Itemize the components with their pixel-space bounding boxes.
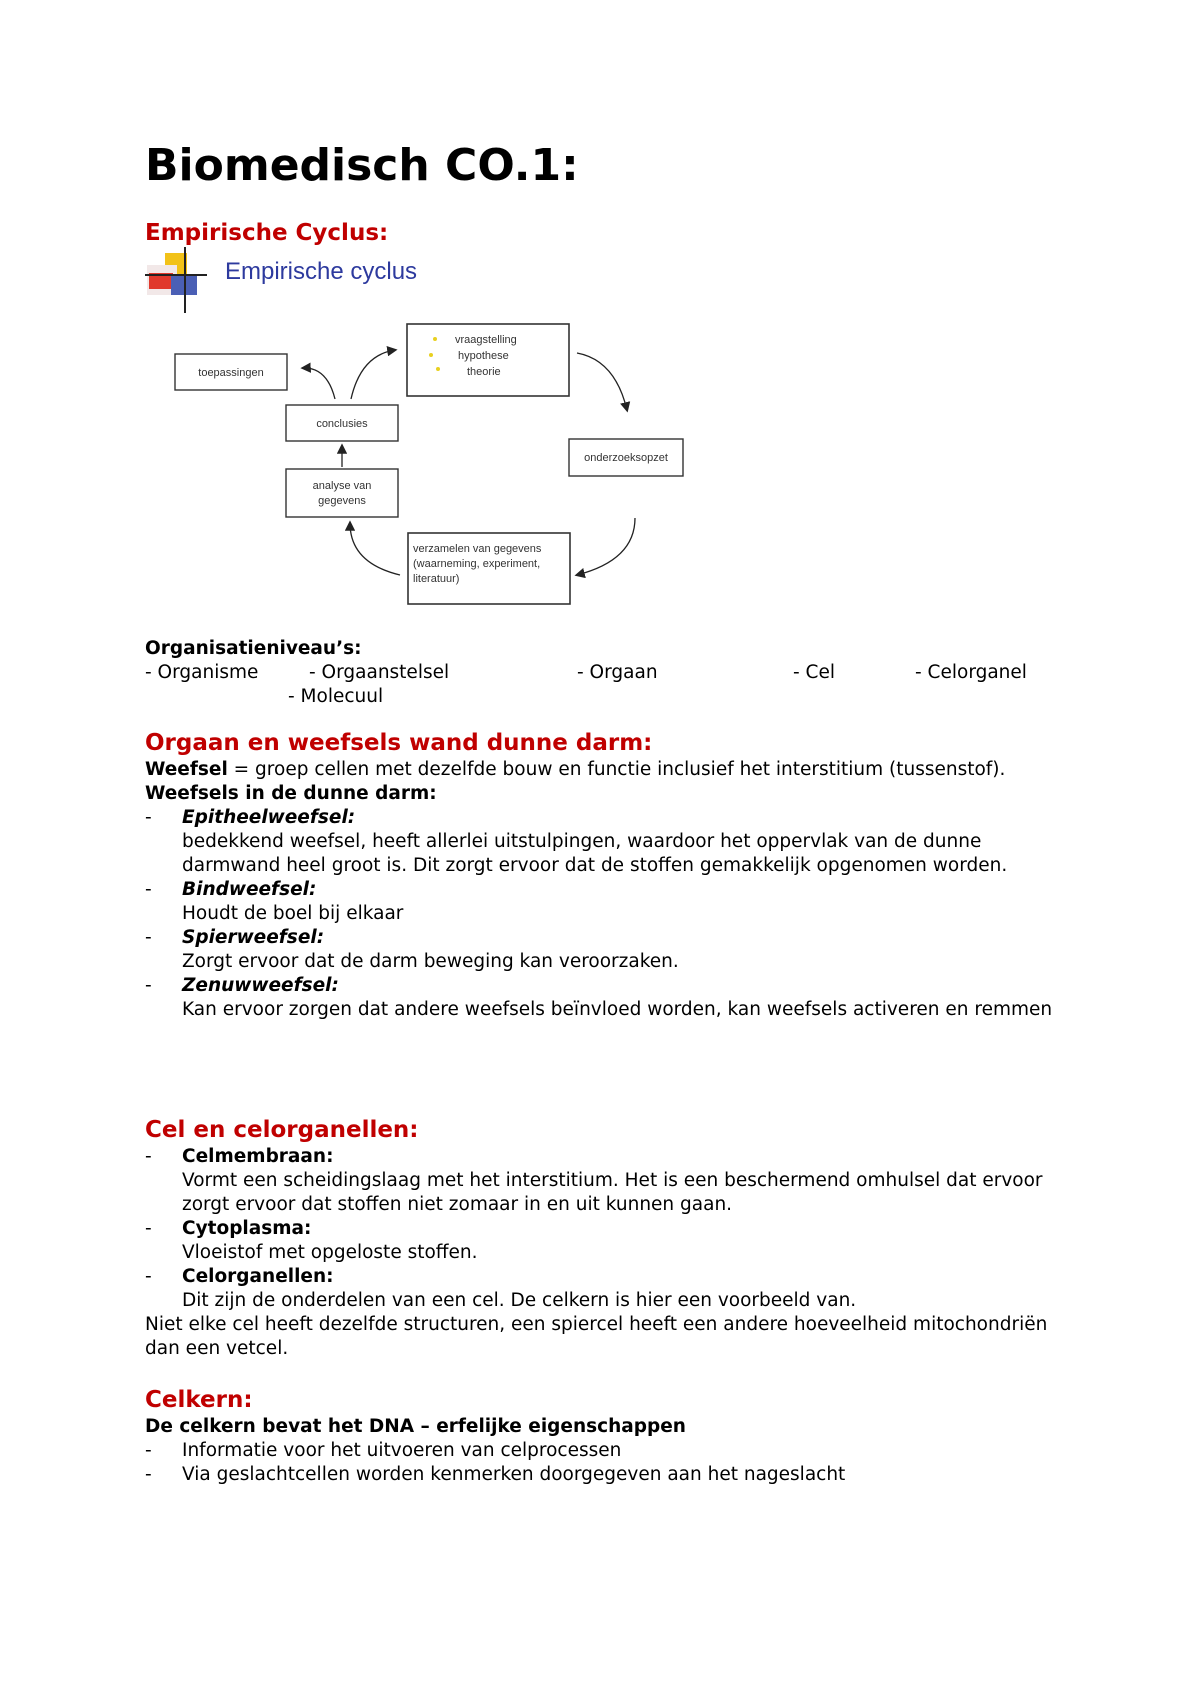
list-item: - Zenuwweefsel: Kan ervoor zorgen dat andere weefsels beïnvloed worden, kan weefsels activeren en remmen bbox=[145, 975, 1053, 1020]
svg-text:toepassingen: toepassingen bbox=[198, 367, 264, 379]
level-item: - Organisme bbox=[145, 662, 259, 683]
nucleus-subheading: De celkern bevat het DNA – erfelijke eigenschappen bbox=[145, 1416, 686, 1437]
svg-text:analyse van: analyse van bbox=[312, 480, 372, 492]
box-verzamelen bbox=[408, 533, 570, 604]
nucleus-list bbox=[145, 1439, 1065, 1487]
list-item: - Celorganellen: Dit zijn de onderdelen van een cel. De celkern is hier een voorbeeld van. bbox=[145, 1266, 857, 1311]
level-item: - Cel bbox=[793, 662, 835, 683]
organisation-levels bbox=[145, 637, 1065, 709]
svg-text:conclusies: conclusies bbox=[316, 418, 368, 430]
svg-text:vraagstelling: vraagstelling bbox=[455, 334, 517, 346]
figure-logo bbox=[145, 247, 207, 313]
svg-text:(waarneming, experiment,: (waarneming, experiment, bbox=[413, 558, 541, 570]
levels-label: Organisatieniveau’s: bbox=[145, 638, 362, 659]
cell-note: Niet elke cel heeft dezelfde structuren, een spiercel heeft een andere hoeveelheid mitochondriën dan een vetcel. bbox=[145, 1314, 1048, 1359]
tissue-subheading: Weefsels in de dunne darm: bbox=[145, 783, 437, 804]
level-item: - Orgaanstelsel bbox=[309, 662, 450, 683]
list-item: - Epitheelweefsel: bedekkend weefsel, heeft allerlei uitstulpingen, waardoor het oppervlak van de dunne darmwand heel groot is. Dit zorgt ervoor dat de stoffen gemakkelijk opgenomen worden. bbox=[145, 807, 1008, 876]
figure-title: Empirische cyclus bbox=[225, 258, 418, 285]
tissue-heading: Orgaan en weefsels wand dunne darm: bbox=[145, 730, 653, 756]
svg-text:literatuur): literatuur) bbox=[413, 573, 460, 585]
nucleus-heading: Celkern: bbox=[145, 1387, 253, 1413]
list-item: - Informatie voor het uitvoeren van celprocessen bbox=[145, 1440, 622, 1461]
cell-section bbox=[145, 1115, 1065, 1361]
list-item: - Bindweefsel: Houdt de boel bij elkaar bbox=[145, 879, 404, 924]
level-item: - Orgaan bbox=[577, 662, 658, 683]
svg-text:onderzoeksopzet: onderzoeksopzet bbox=[584, 452, 668, 464]
empirical-heading: Empirische Cyclus: bbox=[145, 220, 389, 246]
svg-text:verzamelen van gegevens: verzamelen van gegevens bbox=[413, 543, 542, 555]
level-item: - Celorganel bbox=[915, 662, 1027, 683]
list-item: - Spierweefsel: Zorgt ervoor dat de darm beweging kan veroorzaken. bbox=[145, 927, 679, 972]
nucleus-section bbox=[145, 1385, 1065, 1487]
list-item: - Celmembraan: Vormt een scheidingslaag met het interstitium. Het is een beschermend omhulsel dat ervoor zorgt ervoor dat stoffen niet zomaar in en uit kunnen gaan. bbox=[145, 1146, 1043, 1215]
cell-heading: Cel en celorganellen: bbox=[145, 1117, 419, 1143]
box-vraagstelling bbox=[407, 324, 569, 396]
tissue-definition: Weefsel = groep cellen met dezelfde bouw en functie inclusief het interstitium (tussenstof). bbox=[145, 759, 1006, 780]
svg-text:gegevens: gegevens bbox=[318, 495, 366, 507]
empirical-cycle-figure bbox=[145, 245, 690, 610]
svg-text:hypothese: hypothese bbox=[458, 350, 509, 362]
box-onderzoeksopzet bbox=[569, 439, 683, 476]
box-toepassingen bbox=[175, 354, 287, 390]
level-item: - Molecuul bbox=[288, 686, 384, 707]
page-title: Biomedisch CO.1: bbox=[145, 140, 579, 191]
cell-list bbox=[145, 1145, 1065, 1313]
box-conclusies bbox=[286, 405, 398, 441]
list-item: - Via geslachtcellen worden kenmerken doorgegeven aan het nageslacht bbox=[145, 1464, 846, 1485]
tissue-list bbox=[145, 806, 1065, 1022]
svg-text:theorie: theorie bbox=[467, 366, 501, 378]
box-analyse bbox=[286, 469, 398, 517]
list-item: - Cytoplasma: Vloeistof met opgeloste stoffen. bbox=[145, 1218, 478, 1263]
tissue-section bbox=[145, 728, 1065, 1022]
